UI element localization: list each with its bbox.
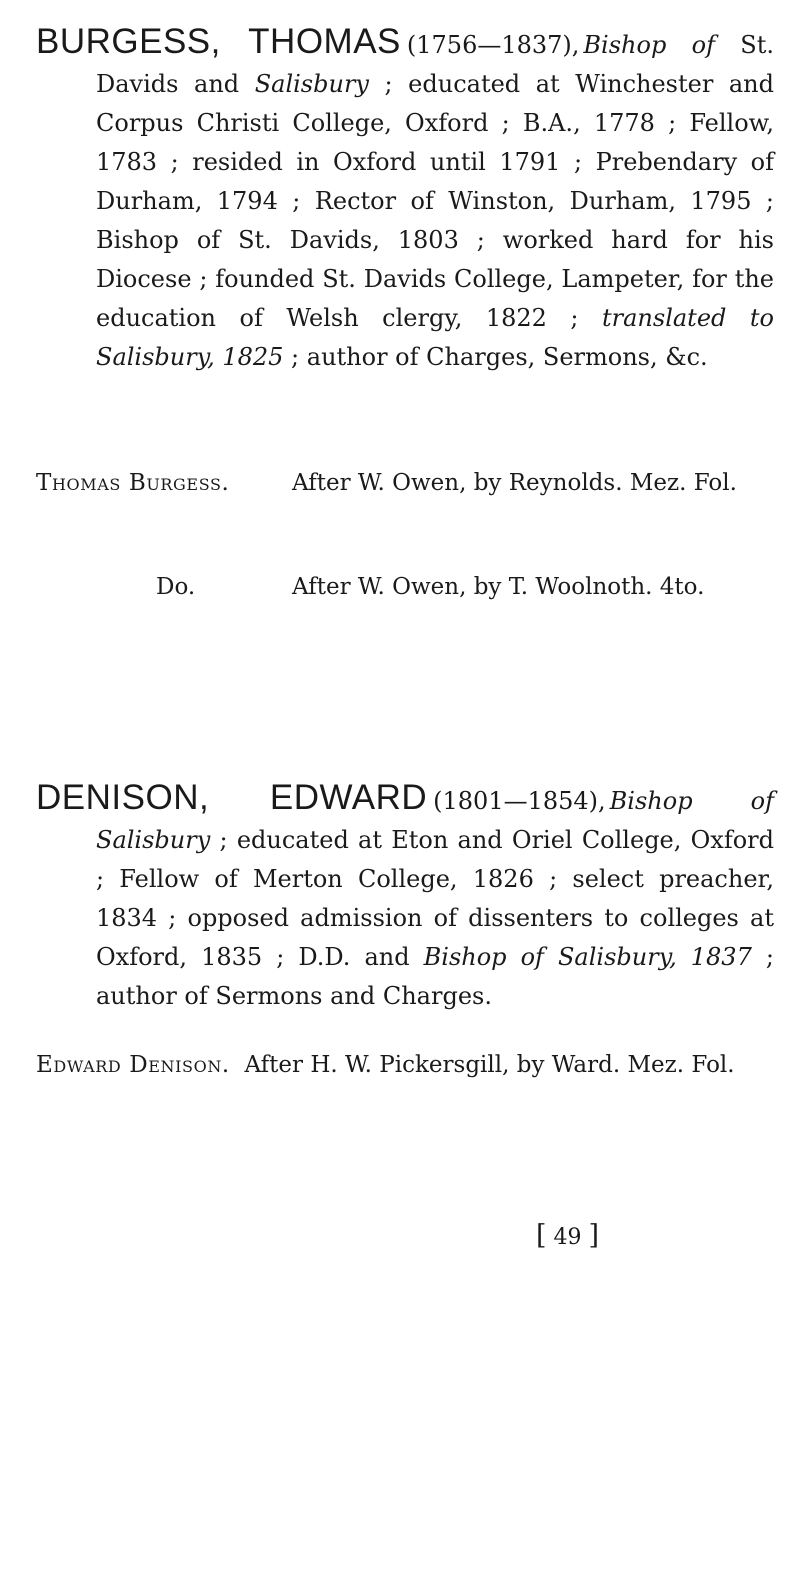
page-number-value: 49 <box>553 1225 582 1250</box>
entry-bio <box>36 22 774 377</box>
entry-dates: (1756—1837), <box>406 31 580 59</box>
bracket-open: [ <box>536 1220 547 1251</box>
bio-segment: ; educated at Eton and Oriel College, Oxford ; Fellow of Merton College, 1826 ; select preacher, 1834 ; opposed admission of dissenters to colleges at Oxford, 1835 ; D.D. and <box>96 826 774 971</box>
portrait-line <box>36 1046 800 1084</box>
bio-segment: ; author of Charges, Sermons, &c. <box>283 343 708 371</box>
portrait-entry <box>36 1046 774 1084</box>
portrait-label: Thomas Burgess. <box>36 470 230 496</box>
portrait-entry <box>36 464 774 544</box>
bio-segment: ; author of Sermons and Charges. <box>96 943 774 1010</box>
portrait-description: After W. Owen, by T. Woolnoth. 4to. <box>292 574 705 600</box>
portrait-entry <box>36 568 774 648</box>
portrait-label: Edward Denison. <box>36 1052 230 1078</box>
bio-segment: Bishop of Salisbury, 1837 <box>423 943 752 971</box>
bio-segment: Salisbury <box>254 70 369 98</box>
entry-dates: (1801—1854), <box>433 787 606 815</box>
bio-segment: St. Davids and <box>96 31 775 98</box>
entry-burgess <box>36 22 774 377</box>
page-number <box>536 1220 599 1251</box>
portrait-label: Do. <box>156 574 196 600</box>
bracket-close: ] <box>588 1220 600 1251</box>
bio-segment: Bishop of Salisbury <box>96 787 775 854</box>
entry-bio <box>36 778 774 1016</box>
portrait-description: After H. W. Pickersgill, by Ward. Mez. Fol. <box>244 1052 735 1078</box>
portrait-description: After W. Owen, by Reynolds. Mez. Fol. <box>292 470 737 496</box>
entry-name: BURGESS, THOMAS <box>36 22 401 61</box>
entry-name: DENISON, EDWARD <box>36 778 428 817</box>
bio-segment: translated to Salisbury, 1825 <box>96 304 774 371</box>
bio-segment: ; educated at Winchester and Corpus Christi College, Oxford ; B.A., 1778 ; Fellow, 1783 ; resided in Oxford until 1791 ; Prebendary of Durham, 1794 ; Rector of Winston, Durham, 1795 ; Bishop of St. Davids, 1803 ; worked hard for his Diocese ; founded St. Davids College, Lampeter, for the education of Welsh clergy, 1822 ; <box>96 70 774 332</box>
bio-segment: Bishop of <box>583 31 715 59</box>
entry-denison <box>36 778 774 1016</box>
